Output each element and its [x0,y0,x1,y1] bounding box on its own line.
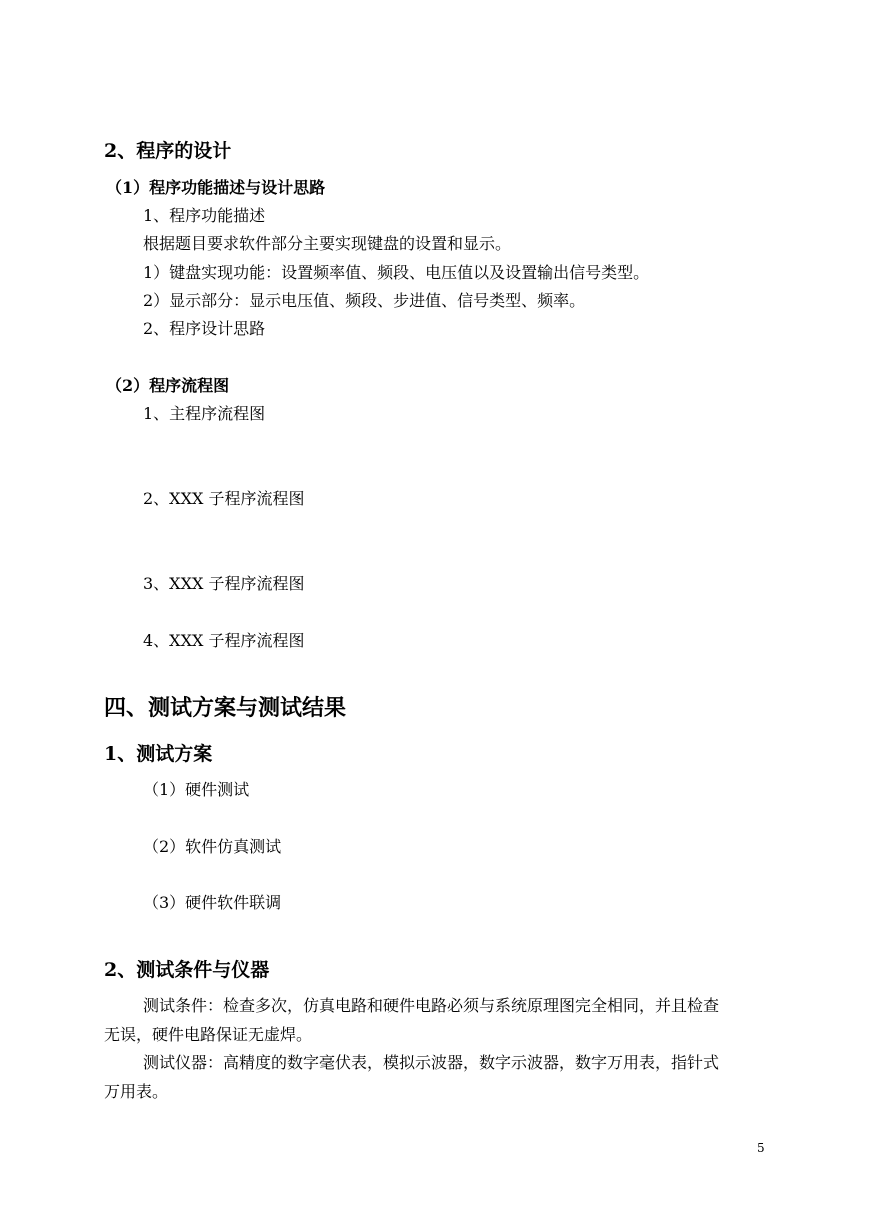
section-heading: 2、测试条件与仪器 [104,959,270,981]
section-heading: 1、测试方案 [104,743,213,765]
paragraph-line: 万用表。 [104,1082,169,1101]
list-item: 2、程序设计思路 [143,319,266,338]
paragraph-line: 无误，硬件电路保证无虚焊。 [104,1025,313,1044]
list-item: 2、XXX 子程序流程图 [143,489,305,508]
subsection-heading: （1）程序功能描述与设计思路 [106,178,326,197]
subsection-heading: （2）程序流程图 [106,376,230,395]
list-item: 3、XXX 子程序流程图 [143,574,305,593]
paragraph-line: 测试条件：检查多次，仿真电路和硬件电路必须与系统原理图完全相同，并且检查 [143,996,720,1015]
chapter-heading: 四、测试方案与测试结果 [104,695,347,721]
list-item: 1、程序功能描述 [143,206,266,225]
list-item: 4、XXX 子程序流程图 [143,631,305,650]
paragraph-line: 2）显示部分：显示电压值、频段、步进值、信号类型、频率。 [143,291,586,310]
list-item: （1）硬件测试 [143,780,250,799]
list-item: 1、主程序流程图 [143,404,266,423]
paragraph-line: 1）键盘实现功能：设置频率值、频段、电压值以及设置输出信号类型。 [143,263,650,282]
paragraph-line: 根据题目要求软件部分主要实现键盘的设置和显示。 [143,234,512,253]
page-number: 5 [757,1141,765,1155]
list-item: （2）软件仿真测试 [143,837,282,856]
list-item: （3）硬件软件联调 [143,893,282,912]
paragraph-line: 测试仪器：高精度的数字毫伏表，模拟示波器，数字示波器，数字万用表，指针式 [143,1053,720,1072]
section-heading: 2、程序的设计 [104,140,232,162]
